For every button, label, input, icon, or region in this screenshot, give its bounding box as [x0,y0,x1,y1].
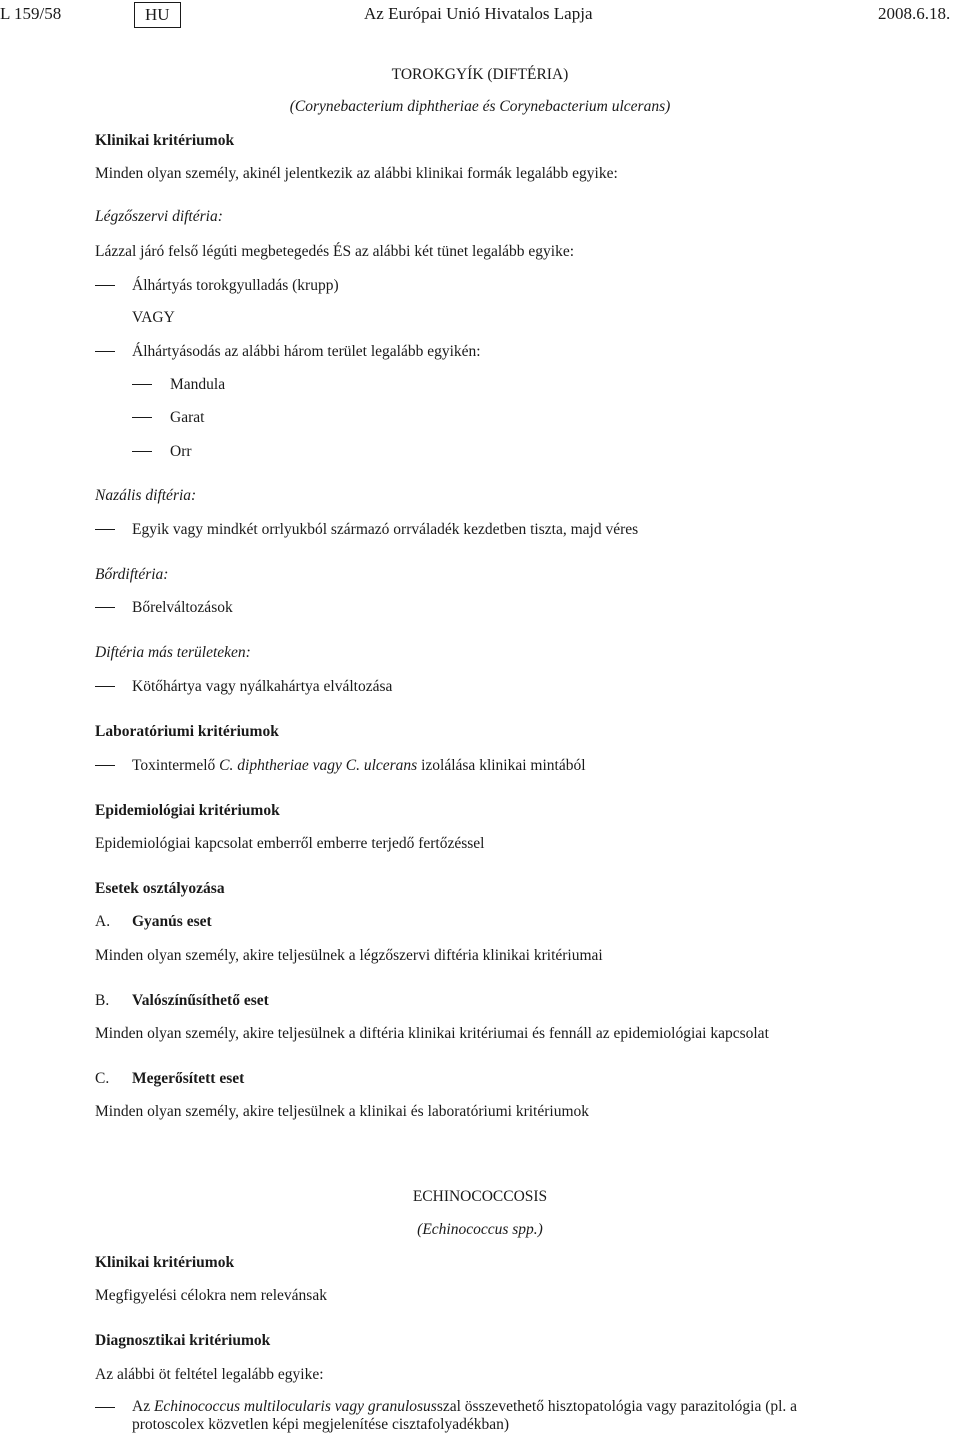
label-nasal: Nazális diftéria: [95,487,197,504]
heading-epi-criteria: Epidemiológiai kritériumok [95,802,280,819]
species-multilocularis: Echinococcus multilocularis [153,1398,331,1415]
respiratory-text: Lázzal járó felső légúti megbetegedés ÉS az alábbi két tünet legalább egyike: [95,243,575,260]
species-ulcerans: C. ulcerans [345,757,418,774]
journal-title: Az Európai Unió Hivatalos Lapja [364,4,593,23]
section-title-diphtheria: TOROKGYÍK (DIFTÉRIA) [391,66,569,83]
clinical-intro: Minden olyan személy, akinél jelentkezik az alábbi klinikai formák legalább egyike: [95,165,618,182]
heading-clinical-criteria: Klinikai kritériumok [95,132,235,149]
sub-item-pharynx: Garat [170,409,205,426]
case-text-probable: Minden olyan személy, akire teljesülnek a diftéria klinikai kritériumai és fennáll az epidemiológiai kapcsolat [95,1025,769,1042]
list-item-lab [132,756,586,775]
case-title-confirmed: Megerősített eset [132,1070,245,1087]
list-item-skin: Bőrelváltozások [132,599,233,616]
heading-lab-criteria: Laboratóriumi kritériumok [95,723,279,740]
epi-text: Epidemiológiai kapcsolat emberről emberre terjedő fertőzéssel [95,835,485,852]
list-item-nasal: Egyik vagy mindkét orrlyukból származó orrváladék kezdetben tiszta, majd véres [132,521,639,538]
diag-intro: Az alábbi öt feltétel legalább egyike: [95,1366,324,1383]
dash-bullet [95,607,115,608]
case-letter: A. [95,913,111,930]
dash-bullet [95,1407,115,1408]
label-other-sites: Diftéria más területeken: [95,644,251,661]
section-subtitle-echinococcosis: (Echinococcus spp.) [417,1221,543,1238]
dash-bullet [95,765,115,766]
list-item-membrane: Álhártyásodás az alábbi három terület legalább egyikén: [132,343,481,360]
language-code-box: HU [134,2,181,28]
dash-bullet [132,417,152,418]
page-reference: L 159/58 [0,4,62,23]
lab-text-post: izolálása klinikai mintából [417,757,586,774]
diag-text-mid: vagy [330,1398,368,1415]
case-letter: C. [95,1070,110,1087]
case-text-suspected: Minden olyan személy, akire teljesülnek a légzőszervi diftéria klinikai kritériumai [95,947,603,964]
list-item-croup: Álhártyás torokgyulladás (krupp) [132,277,339,294]
dash-bullet [95,529,115,530]
diag-text-pre: Az [132,1398,154,1415]
list-item-other: Kötőhártya vagy nyálkahártya elváltozása [132,678,393,695]
case-title-probable: Valószínűsíthető eset [132,992,269,1009]
heading-diagnostic-criteria: Diagnosztikai kritériumok [95,1332,271,1349]
section-subtitle-diphtheria: (Corynebacterium diphtheriae és Corynebacterium ulcerans) [289,98,671,115]
publication-date: 2008.6.18. [878,4,951,23]
heading-clinical-criteria-echino: Klinikai kritériumok [95,1254,235,1271]
dash-bullet [95,351,115,352]
or-connector: VAGY [132,309,175,326]
dash-bullet [95,686,115,687]
lab-text-pre: Toxintermelő [132,757,220,774]
sub-item-tonsil: Mandula [170,376,226,393]
section-title-echinococcosis: ECHINOCOCCOSIS [412,1188,548,1205]
sub-item-nose: Orr [170,443,192,460]
case-title-suspected: Gyanús eset [132,913,212,930]
dash-bullet [132,384,152,385]
label-respiratory: Légzőszervi diftéria: [95,208,223,225]
diag-text-post: szal összevethető hisztopatológia vagy parazitológia (pl. a protoscolex közvetlen képi megjelenítése cisztafolyadékban) [132,1398,798,1433]
dash-bullet [132,451,152,452]
case-letter: B. [95,992,110,1009]
case-text-confirmed: Minden olyan személy, akire teljesülnek a klinikai és laboratóriumi kritériumok [95,1103,589,1120]
dash-bullet [95,285,115,286]
clinical-text-echino: Megfigyelési célokra nem relevánsak [95,1287,327,1304]
lab-text-mid: vagy [308,757,346,774]
list-item-diagnostic [132,1398,867,1434]
species-diphtheriae: C. diphtheriae [219,757,309,774]
heading-case-classification: Esetek osztályozása [95,880,225,897]
species-granulosus: granulosus [367,1398,437,1415]
label-skin: Bőrdiftéria: [95,566,169,583]
